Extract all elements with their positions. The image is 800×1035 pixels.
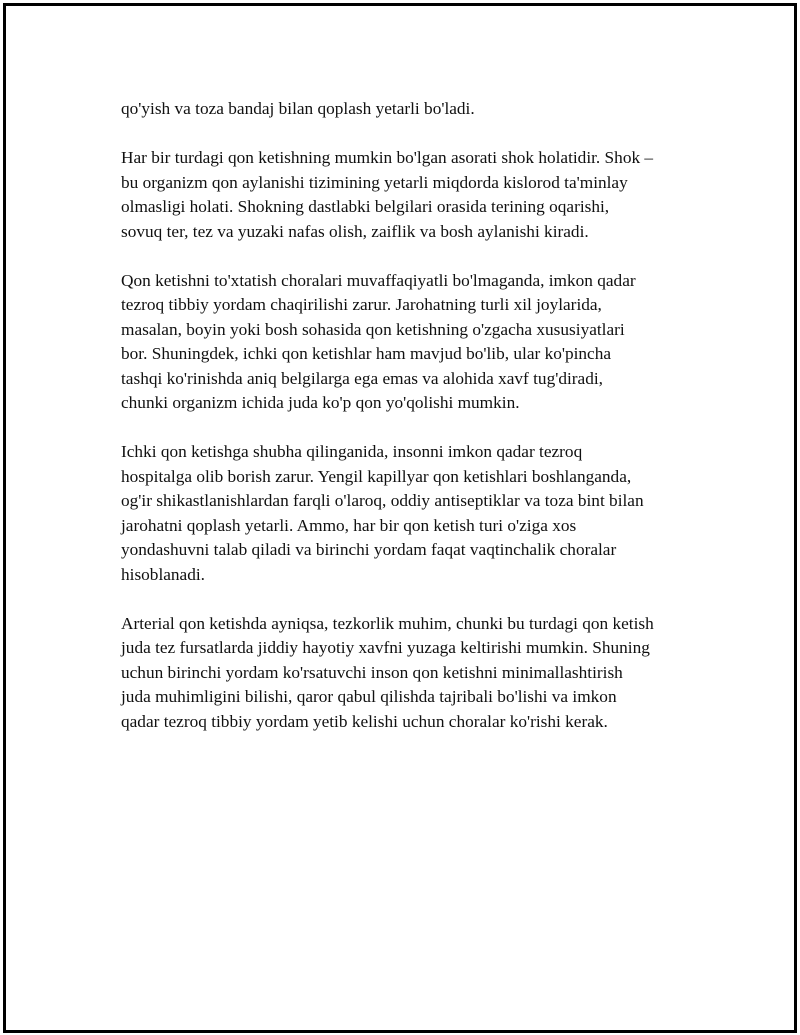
paragraph-2: Har bir turdagi qon ketishning mumkin bo'lgan asorati shok holatidir. Shok – bu organizm qon aylanishi tizimining yetarli miqdorda kislorod ta'minlay olmasligi holati. Shokning dastlabki belgilari orasida terining oqarishi, sovuq ter, tez va yuzaki nafas olish, zaiflik va bosh aylanishi kiradi. <box>121 148 654 241</box>
document-body <box>121 97 701 759</box>
paragraph-1: qo'yish va toza bandaj bilan qoplash yetarli bo'ladi. <box>121 99 475 118</box>
paragraph-3: Qon ketishni to'xtatish choralari muvaffaqiyatli bo'lmaganda, imkon qadar tezroq tibbiy yordam chaqirilishi zarur. Jarohatning turli xil joylarida, masalan, boyin yoki bosh sohasida qon ketishning o'zgacha xususiyatlari bor. Shuningdek, ichki qon ketishlar ham mavjud bo'lib, ular ko'pincha tashqi ko'rinishda aniq belgilarga ega emas va alohida xavf tug'diradi, chunki organizm ichida juda ko'p qon yo'qolishi mumkin. <box>121 270 636 412</box>
paragraph-5: Arterial qon ketishda ayniqsa, tezkorlik muhim, chunki bu turdagi qon ketish juda tez fursatlarda jiddiy hayotiy xavfni yuzaga keltirishi mumkin. Shuning uchun birinchi yordam ko'rsatuvchi inson qon ketishni minimallashtirish juda muhimligini bilishi, qaror qabul qilishda tajribali bo'lishi va imkon qadar tezroq tibbiy yordam yetib kelishi uchun choralar ko'rishi kerak. <box>121 613 654 731</box>
paragraph-4: Ichki qon ketishga shubha qilinganida, insonni imkon qadar tezroq hospitalga olib borish zarur. Yengil kapillyar qon ketishlari boshlanganda, og'ir shikastlanishlardan farqli o'laroq, oddiy antiseptiklar va toza bint bilan jarohatni qoplash yetarli. Ammo, har bir qon ketish turi o'ziga xos yondashuvni talab qiladi va birinchi yordam faqat vaqtinchalik choralar hisoblanadi. <box>121 442 644 584</box>
document-page <box>3 3 797 1033</box>
